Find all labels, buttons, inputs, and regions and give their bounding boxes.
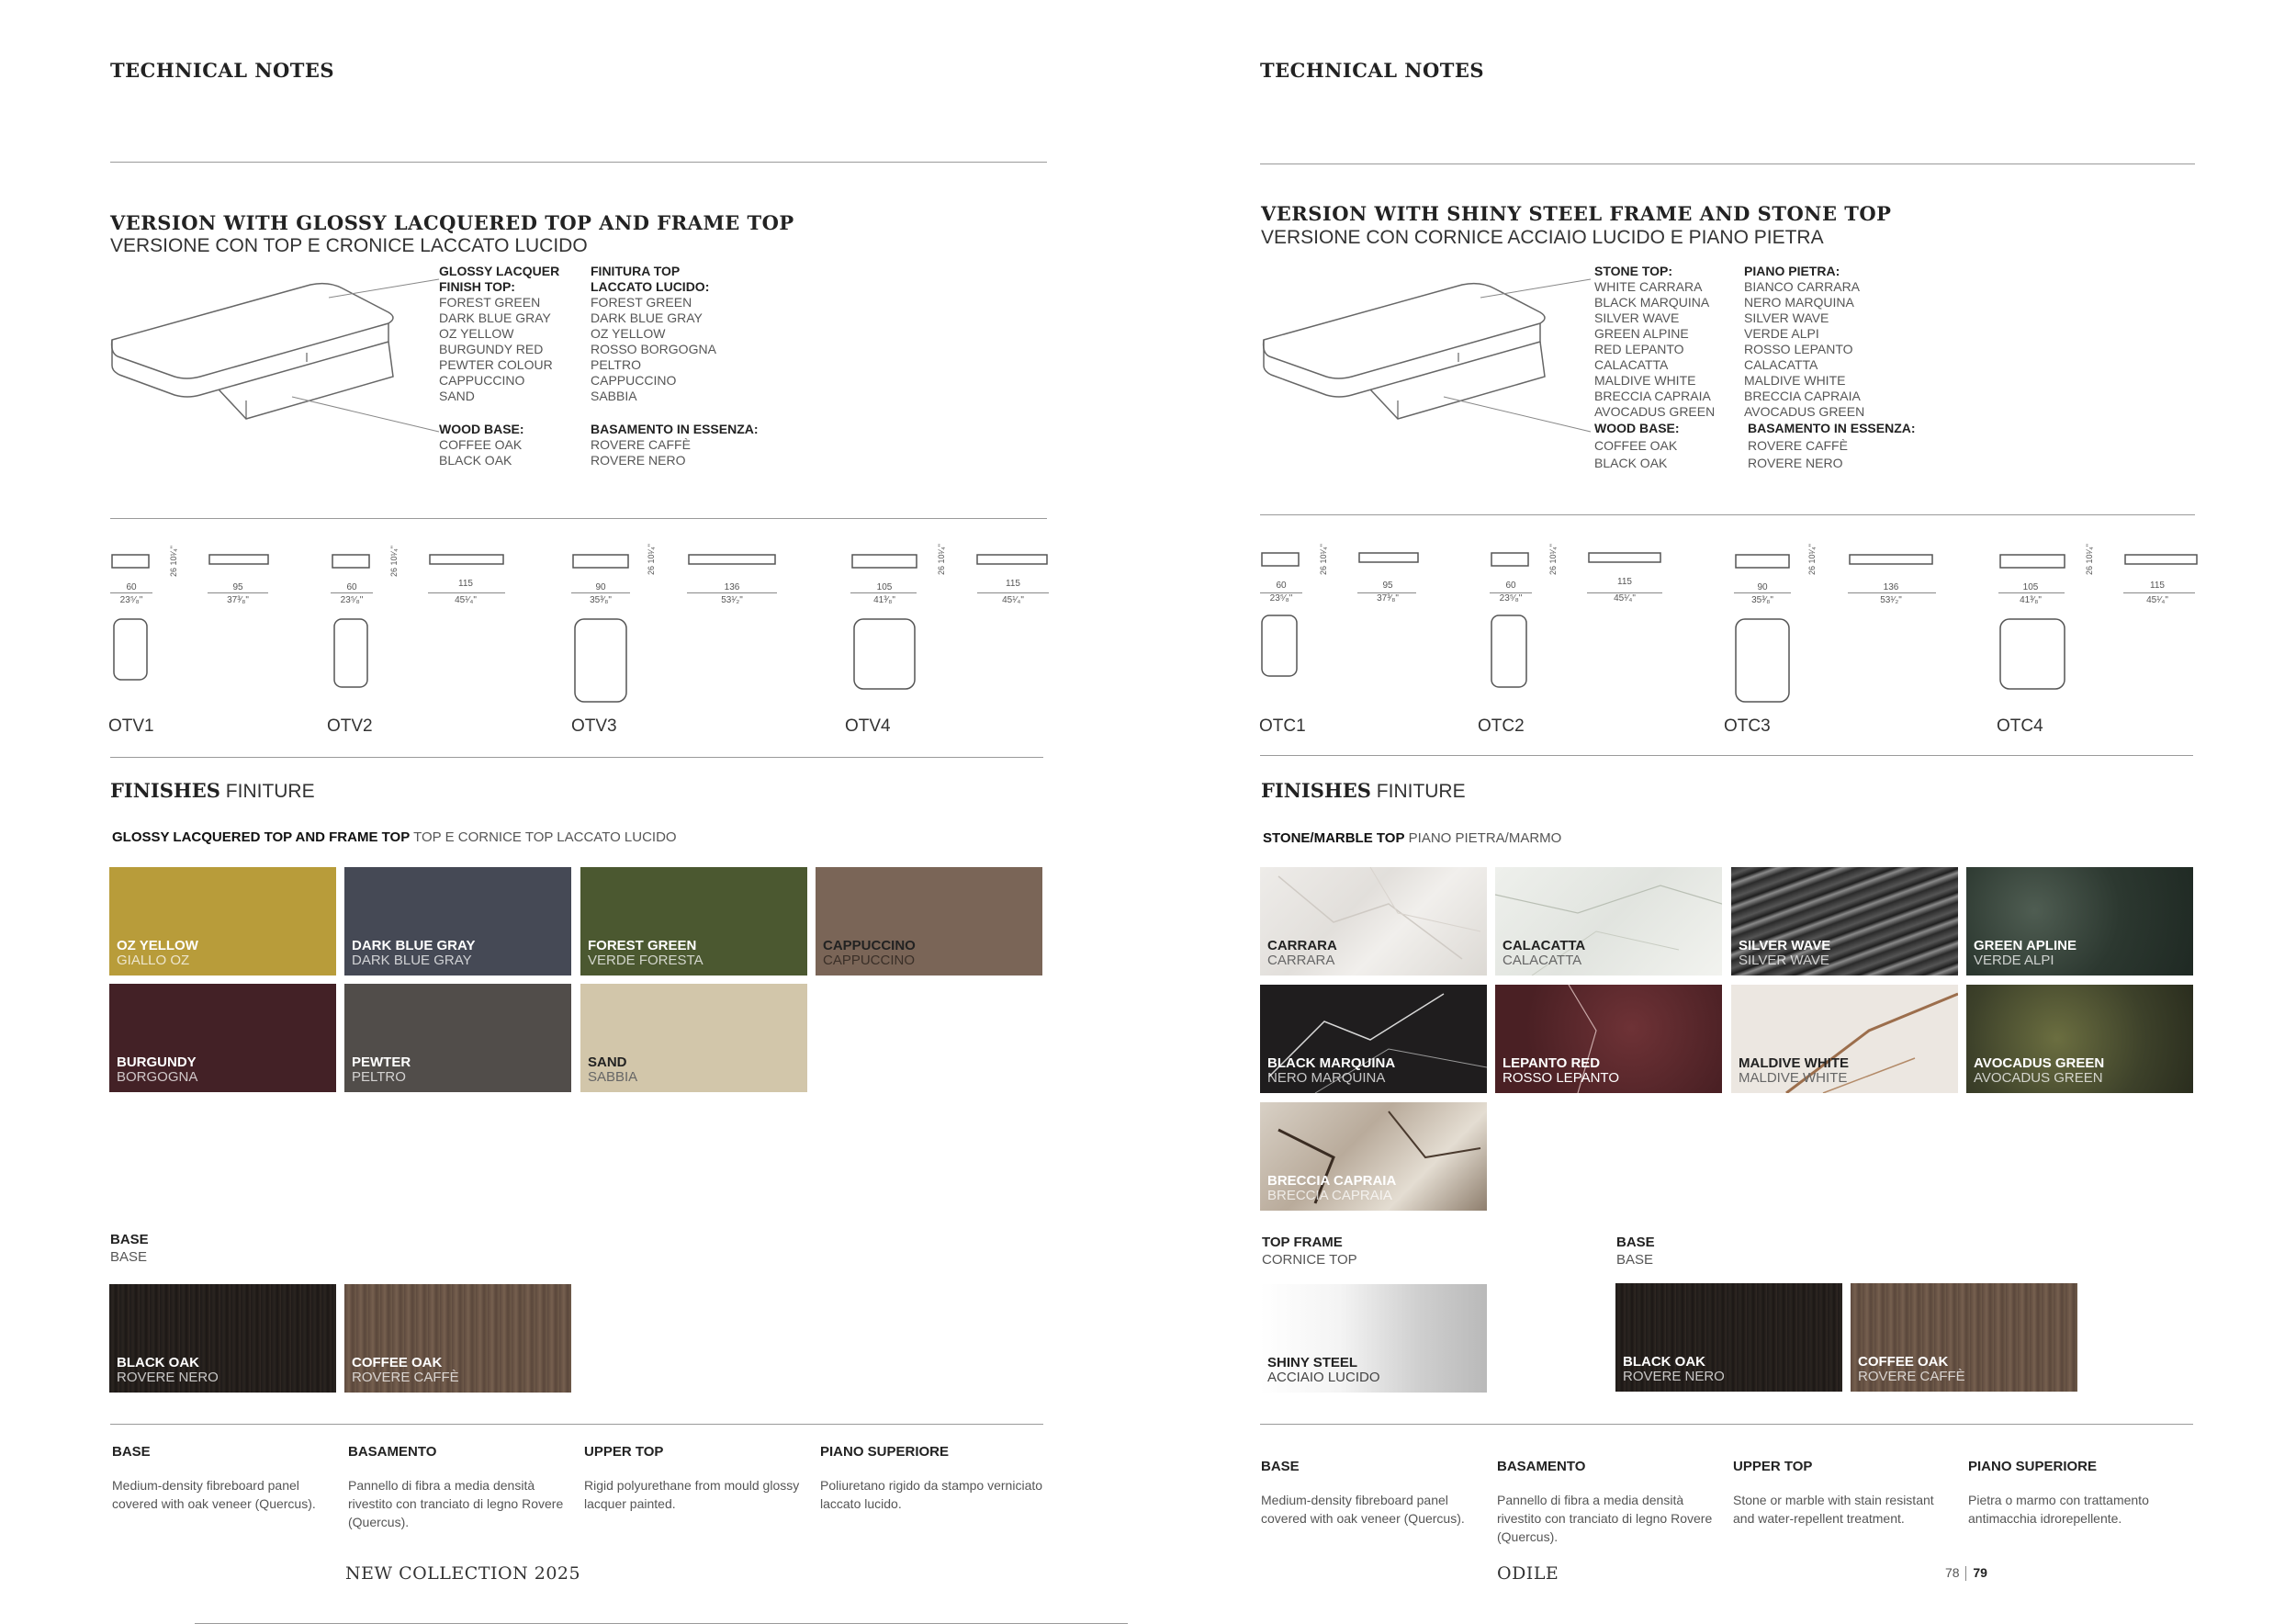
spec-item: OZ YELLOW: [591, 326, 666, 341]
spec-item: OZ YELLOW: [439, 326, 514, 341]
model-code: OTC3: [1724, 716, 1771, 736]
spec-item: COFFEE OAK: [1594, 438, 1678, 453]
swatch-black-oak: BLACK OAK ROVERE NERO: [1615, 1283, 1842, 1392]
dim-width-in: 23⁵⁄₈": [340, 595, 364, 605]
spec-item: SILVER WAVE: [1594, 310, 1680, 325]
dim-width: 60: [1276, 581, 1287, 591]
spec-item: MALDIVE WHITE: [1594, 373, 1696, 388]
spec-item: PELTRO: [591, 357, 641, 372]
model-code: OTV2: [327, 716, 373, 736]
dim-width: 60: [126, 582, 137, 592]
spec-item: CALACATTA: [1594, 357, 1669, 372]
swatch-black-marquina: BLACK MARQUINA NERO MARQUINA: [1260, 985, 1487, 1093]
swatch-lepanto-red: LEPANTO RED ROSSO LEPANTO: [1495, 985, 1722, 1093]
spec-item: PEWTER COLOUR: [439, 357, 553, 372]
page-header: TECHNICAL NOTES: [110, 59, 335, 82]
spec-item: MALDIVE WHITE: [1744, 373, 1846, 388]
dim-width: 90: [1757, 582, 1768, 592]
model-elevation-drawing: [850, 551, 1071, 698]
spec-item: FOREST GREEN: [439, 295, 541, 310]
model-elevation-drawing: [1734, 551, 1954, 707]
model-elevation-drawing: [1260, 551, 1444, 689]
dim-width-in: 23⁵⁄₈": [1269, 593, 1293, 603]
dim-depth-in: 45¹⁄₄": [2146, 595, 2168, 605]
spec-heading: BASAMENTO IN ESSENZA:: [591, 422, 759, 436]
footer-brand: ODILE: [1497, 1563, 1559, 1584]
dim-width-in: 41³⁄₈": [2020, 595, 2042, 605]
spec-heading: FINISH TOP:: [439, 279, 515, 294]
spec-heading: STONE TOP:: [1594, 264, 1673, 278]
divider: [110, 757, 1043, 758]
footer-brand: NEW COLLECTION 2025: [345, 1563, 581, 1584]
dim-depth-in: 45¹⁄₄": [1614, 593, 1636, 603]
finishes-subtitle: STONE/MARBLE TOP PIANO PIETRA/MARMO: [1263, 830, 1562, 846]
spec-item: SILVER WAVE: [1744, 310, 1829, 325]
dim-depth: 115: [458, 579, 473, 589]
spec-item: ROSSO BORGOGNA: [591, 342, 716, 356]
swatch-maldive-white: MALDIVE WHITE MALDIVE WHITE: [1731, 985, 1958, 1093]
page-number-right: 79: [1973, 1565, 1987, 1580]
spec-item: BLACK OAK: [1594, 456, 1668, 470]
spec-item: CALACATTA: [1744, 357, 1818, 372]
spec-heading: LACCATO LUCIDO:: [591, 279, 710, 294]
dim-width-in: 23⁵⁄₈": [1499, 593, 1523, 603]
dim-height: 26 10¹⁄₄": [169, 546, 178, 577]
dim-width: 105: [2022, 582, 2039, 592]
dim-height: 26 10¹⁄₄": [937, 544, 946, 575]
top-frame-subtitle: CORNICE TOP: [1262, 1252, 1357, 1268]
spec-column-en: [1594, 264, 1741, 471]
version-title: VERSION WITH SHINY STEEL FRAME AND STONE TOP: [1261, 202, 1892, 225]
divider: [110, 1424, 1043, 1425]
model-code: OTC2: [1478, 716, 1525, 736]
dim-width-in: 35³⁄₈": [1751, 595, 1773, 605]
spec-item: FOREST GREEN: [591, 295, 692, 310]
footer-col: BASE Medium-density fibreboard panel covered with oak veneer (Quercus).: [112, 1444, 316, 1511]
spec-item: WHITE CARRARA: [1594, 279, 1703, 294]
spec-item: ROSSO LEPANTO: [1744, 342, 1853, 356]
footer-col: BASAMENTO Pannello di fibra a media densità rivestito con tranciato di legno Rovere (Quercus).: [348, 1444, 564, 1529]
swatch-sand: SAND SABBIA: [580, 984, 807, 1092]
spec-item: VERDE ALPI: [1744, 326, 1819, 341]
spec-heading: FINITURA TOP: [591, 264, 681, 278]
version-subtitle: VERSIONE CON CORNICE ACCIAIO LUCIDO E PIANO PIETRA: [1261, 227, 1824, 248]
dim-width: 60: [346, 582, 357, 592]
swatch-coffee-oak: COFFEE OAK ROVERE CAFFÈ: [1851, 1283, 2077, 1392]
dim-depth-in: 45¹⁄₄": [455, 595, 477, 605]
divider: [1260, 514, 2195, 515]
dim-depth: 95: [232, 582, 243, 592]
spec-heading: BASAMENTO IN ESSENZA:: [1748, 421, 1916, 435]
swatch-black-oak: BLACK OAK ROVERE NERO: [109, 1284, 336, 1393]
spec-item: BLACK OAK: [439, 453, 512, 468]
swatch-carrara: CARRARA CARRARA: [1260, 867, 1487, 976]
swatch-dark-blue-gray: DARK BLUE GRAY DARK BLUE GRAY: [344, 867, 571, 976]
swatch-burgundy: BURGUNDY BORGOGNA: [109, 984, 336, 1092]
dim-height: 26 10¹⁄₄": [2085, 544, 2094, 575]
finishes-title: FINISHES FINITURE: [110, 779, 315, 802]
swatch-green-apline: GREEN APLINE VERDE ALPI: [1966, 867, 2193, 976]
dim-depth-in: 37³⁄₈": [227, 595, 249, 605]
spec-item: CAPPUCCINO: [439, 373, 525, 388]
divider: [110, 518, 1047, 519]
dim-height: 26 10¹⁄₄": [1548, 544, 1558, 575]
base-title: BASE: [110, 1232, 149, 1247]
base-subtitle: BASE: [1616, 1252, 1654, 1268]
version-title: VERSION WITH GLOSSY LACQUERED TOP AND FRAME TOP: [110, 211, 794, 234]
spec-item: ROVERE CAFFÈ: [1748, 438, 1848, 453]
swatch-shiny-steel: SHINY STEEL ACCIAIO LUCIDO: [1260, 1284, 1487, 1393]
model-code: OTC4: [1997, 716, 2043, 736]
footer-col: BASE Medium-density fibreboard panel covered with oak veneer (Quercus).: [1261, 1459, 1465, 1526]
dim-width: 60: [1505, 581, 1516, 591]
spec-item: ROVERE CAFFÈ: [591, 437, 691, 452]
spec-item: BURGUNDY RED: [439, 342, 544, 356]
dim-width-in: 41³⁄₈": [873, 595, 895, 605]
dim-depth: 115: [1617, 577, 1632, 587]
spec-item: ROVERE NERO: [1748, 456, 1843, 470]
swatch-avocadus-green: AVOCADUS GREEN AVOCADUS GREEN: [1966, 985, 2193, 1093]
model-code: OTC1: [1259, 716, 1306, 736]
footer-col: PIANO SUPERIORE Poliuretano rigido da stampo verniciato laccato lucido.: [820, 1444, 1043, 1511]
page-header: TECHNICAL NOTES: [1260, 59, 1485, 82]
swatch-pewter: PEWTER PELTRO: [344, 984, 571, 1092]
dim-depth-in: 45¹⁄₄": [1002, 595, 1024, 605]
spec-heading: GLOSSY LACQUER: [439, 264, 560, 278]
model-code: OTV3: [571, 716, 617, 736]
finishes-subtitle: GLOSSY LACQUERED TOP AND FRAME TOP TOP E CORNICE TOP LACCATO LUCIDO: [112, 829, 677, 845]
spec-item: BRECCIA CAPRAIA: [1744, 389, 1861, 403]
dim-depth: 136: [1883, 582, 1899, 592]
dim-depth: 115: [1006, 579, 1020, 589]
swatch-breccia-capraia: BRECCIA CAPRAIA BRECCIA CAPRAIA: [1260, 1102, 1487, 1211]
dim-width: 90: [595, 582, 606, 592]
swatch-cappuccino: CAPPUCCINO CAPPUCCINO: [816, 867, 1042, 976]
model-code: OTV1: [108, 716, 154, 736]
spec-item: GREEN ALPINE: [1594, 326, 1689, 341]
spec-heading: PIANO PIETRA:: [1744, 264, 1840, 278]
dim-width-in: 23⁵⁄₈": [119, 595, 143, 605]
divider: [1260, 755, 2193, 756]
spec-column-en: [439, 264, 577, 468]
page-numbers: [1945, 1565, 1987, 1581]
model-elevation-drawing: [1998, 551, 2219, 698]
spec-column-it: [1744, 264, 1928, 471]
dim-depth: 95: [1382, 581, 1393, 591]
swatch-forest-green: FOREST GREEN VERDE FORESTA: [580, 867, 807, 976]
finishes-title: FINISHES FINITURE: [1261, 779, 1466, 802]
version-subtitle: VERSIONE CON TOP E CRONICE LACCATO LUCIDO: [110, 235, 588, 256]
spec-item: COFFEE OAK: [439, 437, 523, 452]
footer-col: PIANO SUPERIORE Pietra o marmo con trattamento antimacchia idrorepellente.: [1968, 1459, 2149, 1526]
swatch-coffee-oak: COFFEE OAK ROVERE CAFFÈ: [344, 1284, 571, 1393]
swatch-oz-yellow: OZ YELLOW GIALLO OZ: [109, 867, 336, 976]
base-title: BASE: [1616, 1235, 1655, 1250]
model-code: OTV4: [845, 716, 891, 736]
dim-height: 26 10¹⁄₄": [647, 544, 656, 575]
spec-item: DARK BLUE GRAY: [591, 310, 703, 325]
footer-col: BASAMENTO Pannello di fibra a media densità rivestito con tranciato di legno Rovere (Quercus).: [1497, 1459, 1713, 1544]
spec-heading: WOOD BASE:: [1594, 421, 1680, 435]
divider: [1260, 1424, 2193, 1425]
dim-depth-in: 53¹⁄₂": [1880, 595, 1902, 605]
footer-col: UPPER TOP Rigid polyurethane from mould glossy lacquer painted.: [584, 1444, 800, 1511]
divider: [110, 162, 1047, 163]
swatch-calacatta: CALACATTA CALACATTA: [1495, 867, 1722, 976]
dim-height: 26 10¹⁄₄": [1807, 544, 1817, 575]
spec-item: ROVERE NERO: [591, 453, 686, 468]
table-illustration: [108, 276, 411, 432]
dim-width: 105: [876, 582, 893, 592]
spec-item: DARK BLUE GRAY: [439, 310, 551, 325]
spec-item: SABBIA: [591, 389, 637, 403]
dim-height: 26 10¹⁄₄": [1319, 544, 1328, 575]
spec-item: SAND: [439, 389, 475, 403]
page-number-left: 78: [1945, 1565, 1960, 1580]
model-elevation-drawing: [331, 551, 533, 689]
spec-item: NERO MARQUINA: [1744, 295, 1854, 310]
model-elevation-drawing: [571, 551, 792, 707]
spec-item: AVOCADUS GREEN: [1594, 404, 1716, 419]
spec-item: CAPPUCCINO: [591, 373, 677, 388]
spec-item: BIANCO CARRARA: [1744, 279, 1861, 294]
model-elevation-drawing: [110, 551, 294, 689]
base-subtitle: BASE: [110, 1249, 148, 1265]
spec-item: RED LEPANTO: [1594, 342, 1684, 356]
spec-item: BRECCIA CAPRAIA: [1594, 389, 1711, 403]
dim-height: 26 10¹⁄₄": [389, 546, 399, 577]
dim-width-in: 35³⁄₈": [590, 595, 612, 605]
dim-depth: 115: [2150, 581, 2165, 591]
footer-col: UPPER TOP Stone or marble with stain resistant and water-repellent treatment.: [1733, 1459, 1934, 1526]
spec-heading: WOOD BASE:: [439, 422, 524, 436]
swatch-silver-wave: SILVER WAVE SILVER WAVE: [1731, 867, 1958, 976]
top-frame-title: TOP FRAME: [1262, 1235, 1343, 1250]
dim-depth-in: 53¹⁄₂": [721, 595, 743, 605]
model-elevation-drawing: [1490, 551, 1692, 689]
spec-column-it: [591, 264, 765, 468]
dim-depth-in: 37³⁄₈": [1377, 593, 1399, 603]
spec-item: AVOCADUS GREEN: [1744, 404, 1865, 419]
table-illustration: [1260, 276, 1563, 432]
dim-depth: 136: [724, 582, 740, 592]
spec-item: BLACK MARQUINA: [1594, 295, 1710, 310]
